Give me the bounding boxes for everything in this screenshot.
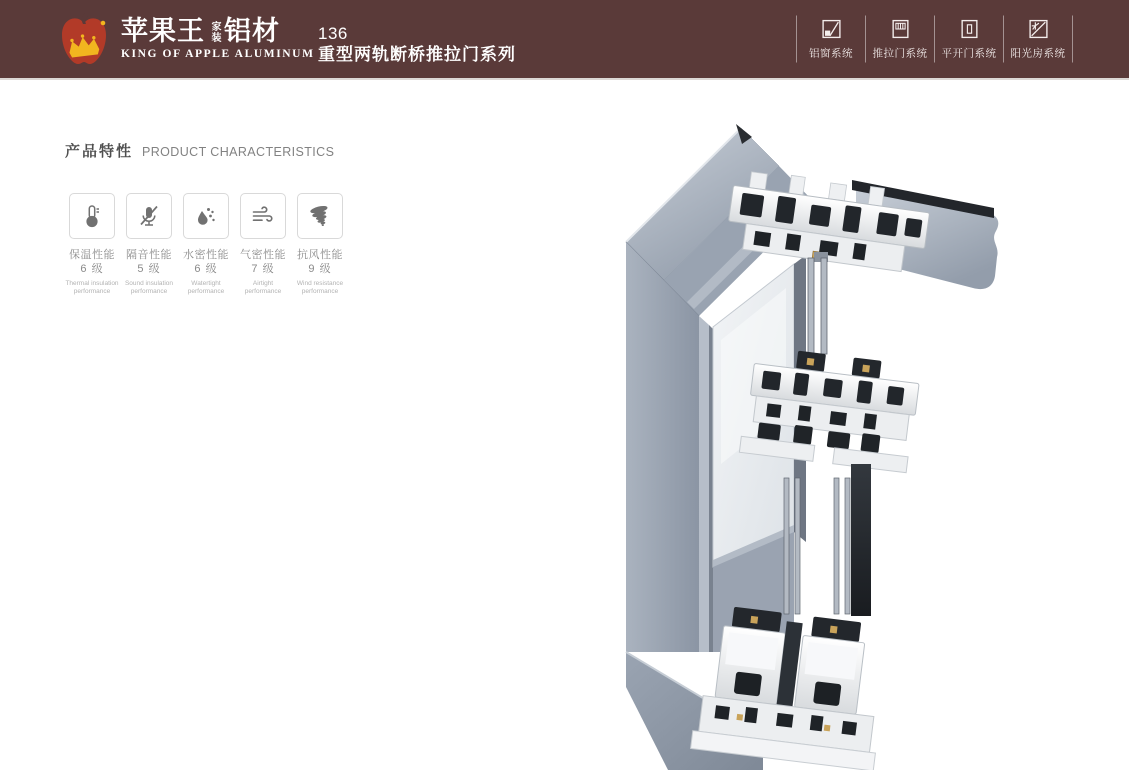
nav-item[interactable] xyxy=(796,16,865,63)
thermometer-icon xyxy=(79,203,105,230)
wind-icon xyxy=(250,203,276,230)
performance-label-en: Thermal insulation performance xyxy=(65,280,119,295)
section-title xyxy=(65,140,565,161)
performance-badge xyxy=(65,193,119,296)
performance-label-cn: 保温性能 xyxy=(69,249,115,261)
performance-grade: 9 级 xyxy=(308,263,332,275)
section-title-en: PRODUCT CHARACTERISTICS xyxy=(142,145,335,159)
performance-badge xyxy=(122,193,176,296)
logo-cn-main: 苹果王 xyxy=(121,16,205,46)
performance-grade: 6 级 xyxy=(194,263,218,275)
section-title-cn: 产品特性 xyxy=(65,143,134,160)
window-system-icon xyxy=(821,18,842,39)
performance-icon-box xyxy=(69,193,115,239)
series-title: 重型两轨断桥推拉门系列 xyxy=(318,45,516,64)
nav-item-label: 铝窗系统 xyxy=(809,47,853,60)
header xyxy=(0,0,1129,80)
logo-en: KING OF APPLE ALUMINUM xyxy=(121,48,315,60)
sunroom-system-icon xyxy=(1028,18,1049,39)
performance-grade: 5 级 xyxy=(137,263,161,275)
nav-item[interactable] xyxy=(1003,16,1073,63)
performance-icon-box xyxy=(183,193,229,239)
nav-item[interactable] xyxy=(865,16,934,63)
system-nav xyxy=(796,16,1073,63)
performance-badge xyxy=(293,193,347,296)
nav-item[interactable] xyxy=(934,16,1003,63)
water-drops-icon xyxy=(193,203,219,230)
microphone-mute-icon xyxy=(136,203,162,230)
series-title-block xyxy=(318,24,516,66)
performance-icon-box xyxy=(297,193,343,239)
performance-badge xyxy=(236,193,290,296)
performance-label-en: Airtight performance xyxy=(244,280,282,295)
performance-icon-box xyxy=(126,193,172,239)
series-number: 136 xyxy=(318,24,348,43)
performance-label-cn: 隔音性能 xyxy=(126,249,172,261)
performance-label-cn: 水密性能 xyxy=(183,249,229,261)
brand-logo xyxy=(56,10,315,68)
performance-label-en: Sound insulation performance xyxy=(124,280,174,295)
performance-label-cn: 抗风性能 xyxy=(297,249,343,261)
performance-grade: 7 级 xyxy=(251,263,275,275)
performance-badges xyxy=(65,193,565,296)
performance-icon-box xyxy=(240,193,286,239)
tornado-icon xyxy=(307,203,333,230)
performance-label-en: Watertight performance xyxy=(187,280,225,295)
performance-grade: 6 级 xyxy=(80,263,104,275)
performance-label-en: Wind resistance performance xyxy=(296,280,344,295)
casement-door-system-icon xyxy=(959,18,980,39)
performance-label-cn: 气密性能 xyxy=(240,249,286,261)
sliding-door-system-icon xyxy=(890,18,911,39)
performance-badge xyxy=(179,193,233,296)
logo-cn-suffix: 铝材 xyxy=(224,16,280,46)
nav-item-label: 平开门系统 xyxy=(941,47,997,60)
nav-item-label: 阳光房系统 xyxy=(1010,47,1066,60)
apple-crown-logo-icon xyxy=(56,10,112,68)
door-profile-cutaway-illustration xyxy=(608,112,1070,770)
product-render xyxy=(608,112,1070,770)
logo-cn-small: 家装 xyxy=(209,21,220,43)
product-characteristics-section xyxy=(65,140,565,296)
nav-item-label: 推拉门系统 xyxy=(872,47,928,60)
